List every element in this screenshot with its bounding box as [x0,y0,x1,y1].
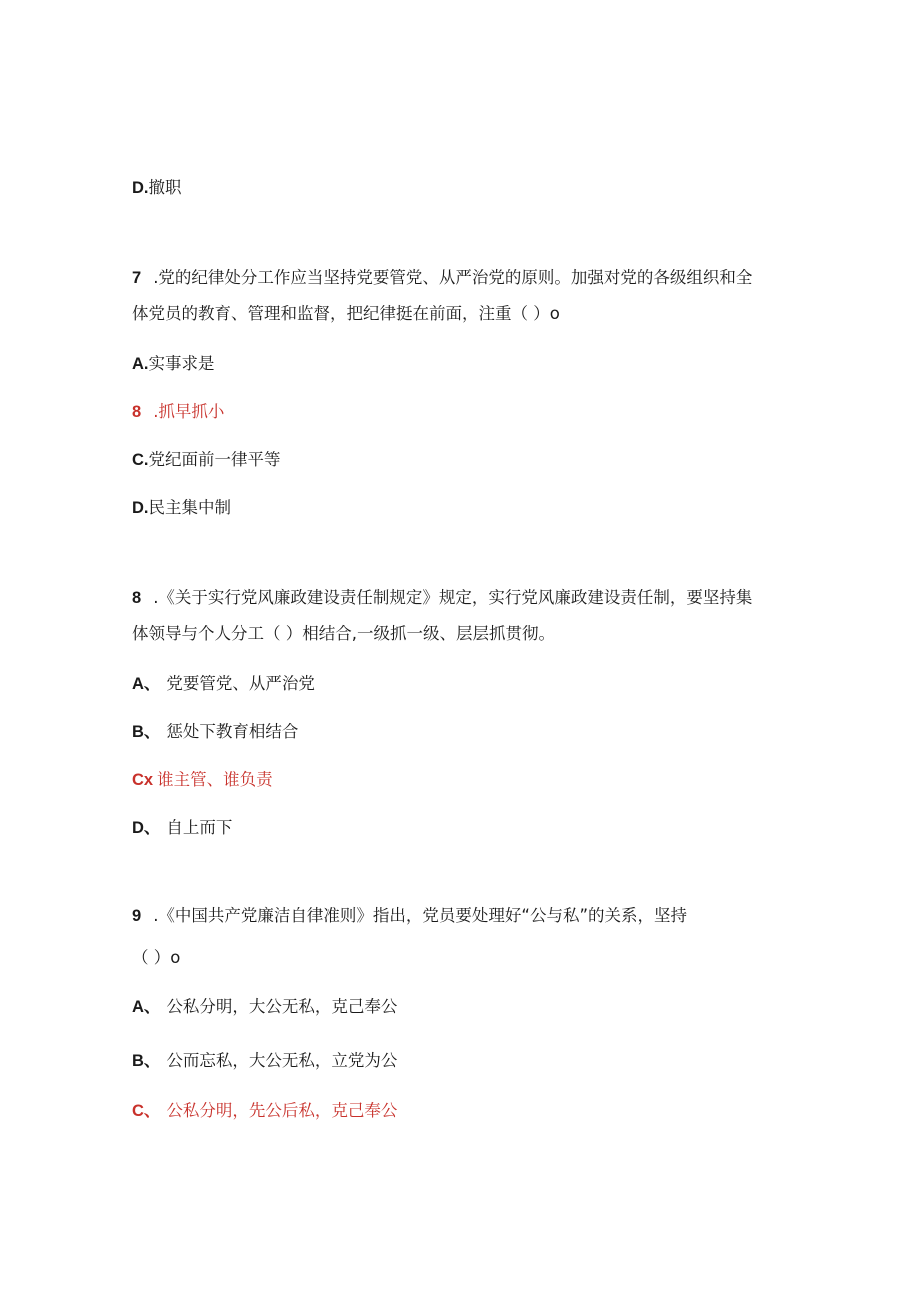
question-number: 8 [132,589,142,607]
question-text: .《关于实行党风廉政建设责任制规定》规定，实行党风廉政建设责任制，要坚持集 [153,588,753,607]
option-label: C. [132,451,149,469]
option-label: A. [132,355,149,373]
option-label: B、 [132,723,161,741]
q8-stem-line2: 体领导与个人分工（ ）相结合,一级抓一级、层层抓贯彻。 [132,624,555,643]
q7-option-d [132,497,231,519]
question-text: .党的纪律处分工作应当坚持党要管党、从严治党的原则。加强对党的各级组织和全 [153,268,753,287]
q9-stem-line2: （ ）o [132,948,181,967]
option-label: Cx [132,771,154,789]
option-text: 公而忘私，大公无私，立党为公 [166,1051,398,1070]
option-text: 撤职 [148,178,182,197]
option-text: 党纪面前一律平等 [148,450,281,469]
option-text: 民主集中制 [148,498,231,517]
option-text: 党要管党、从严治党 [166,674,315,693]
q7-option-b-answer [132,401,224,423]
q7-stem-line1 [132,267,752,289]
q8-option-a [132,673,315,695]
q8-option-b [132,721,298,743]
option-label: B、 [132,1052,161,1070]
q9-option-c-answer [132,1100,397,1122]
q9-option-a [132,996,397,1018]
option-label: A、 [132,998,161,1016]
option-label: D、 [132,819,161,837]
option-text: 惩处下教育相结合 [166,722,299,741]
q9-option-b [132,1050,397,1072]
option-text: 公私分明，大公无私，克己奉公 [166,997,398,1016]
question-text: .《中国共产党廉洁自律准则》指出，党员要处理好“公与私”的关系，坚持 [153,906,688,925]
option-label: 8 [132,403,142,421]
option-text: 谁主管、谁负责 [157,770,273,789]
q8-option-d [132,817,232,839]
option-label: C、 [132,1102,161,1120]
option-text: 自上而下 [166,818,233,837]
option-text: 实事求是 [148,354,215,373]
q8-option-c-answer [132,769,273,791]
q6-option-d [132,177,182,199]
option-label: D. [132,179,149,197]
option-text: 公私分明，先公后私，克己奉公 [166,1101,398,1120]
question-number: 9 [132,907,142,925]
q7-stem-line2: 体党员的教育、管理和监督，把纪律挺在前面，注重（ ）o [132,304,560,323]
option-text: .抓早抓小 [153,402,225,421]
option-label: A、 [132,675,161,693]
q8-stem-line1 [132,587,752,609]
q9-stem-line1 [132,905,687,927]
q7-option-c [132,449,281,471]
question-number: 7 [132,269,142,287]
option-label: D. [132,499,149,517]
q7-option-a [132,353,215,375]
